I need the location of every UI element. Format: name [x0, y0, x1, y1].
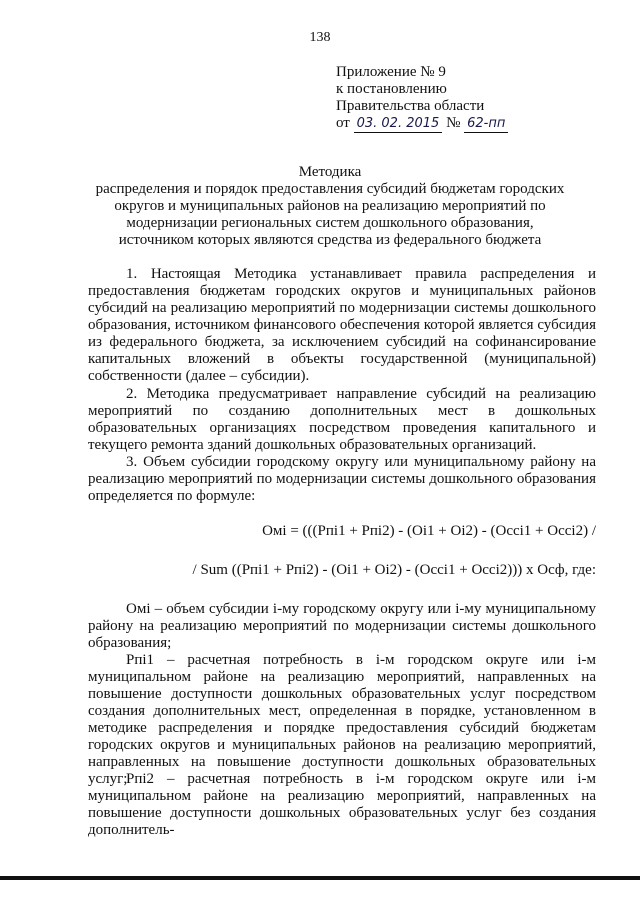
appendix-line-3: Правительства области: [336, 98, 485, 114]
title-line-3: модернизации региональных систем дошкольного образования,: [126, 215, 534, 231]
title-line-2: округов и муниципальных районов на реализацию мероприятий по: [114, 198, 546, 214]
appendix-line-1: Приложение № 9: [336, 64, 446, 80]
document-title: [60, 164, 600, 249]
paragraph-definition-omi: Омi – объем субсидии i-му городскому округу или i-му муниципальному району на реализацию мероприятий по модернизации системы дошкольного образования;: [88, 601, 596, 651]
appendix-date-line: [336, 115, 508, 133]
title-heading: Методика: [298, 164, 362, 180]
paragraph-definition-rpi2: Рпi2 – расчетная потребность в i-м городском округе или i-м муниципальном районе на реализацию мероприятий, направленных на повышение доступности дошкольных образовательных услуг без создания дополнитель-: [88, 771, 596, 838]
appendix-header: [336, 64, 508, 133]
appendix-line-2: к постановлению: [336, 81, 447, 97]
paragraph-1: 1. Настоящая Методика устанавливает правила распределения и предоставления бюджетам городских округов и муниципальных районов субсидий на реализацию мероприятий по модернизации системы дошкольного образования, источником финансового обеспечения которой является субсидия из федерального бюджета, за исключением субсидий на софинансирование капитальных вложений в объекты государственной (муниципальной) собственности (далее – субсидии).: [88, 266, 596, 384]
formula-line-1: Омi = (((Рпi1 + Рпi2) - (Оi1 + Оi2) - (Осci1 + Осci2) /: [262, 523, 596, 539]
date-prefix: от: [336, 115, 350, 131]
paragraph-2: 2. Методика предусматривает направление субсидий на реализацию мероприятий по созданию дополнительных мест в дошкольных образовательных организациях посредством проведения капитального и текущего ремонта зданий дошкольных образовательных организаций.: [88, 386, 596, 453]
title-line-4: источником которых являются средства из федерального бюджета: [118, 232, 542, 248]
number-prefix: №: [446, 115, 461, 131]
date-value: 03. 02. 2015: [354, 115, 443, 133]
formula-line-2: / Sum ((Рпi1 + Рпi2) - (Оi1 + Оi2) - (Осci1 + Осci2))) x Осф, где:: [192, 562, 596, 578]
paragraph-3: 3. Объем субсидии городскому округу или муниципальному району на реализацию мероприятий по модернизации системы дошкольного образования определяется по формуле:: [88, 454, 596, 504]
title-line-1: распределения и порядок предоставления субсидий бюджетам городских: [95, 181, 565, 197]
scan-bottom-edge: [0, 876, 640, 880]
paragraph-definition-rpi1: Рпi1 – расчетная потребность в i-м городском округе или i-м муниципальном районе на реализацию мероприятий, направленных на повышение доступности дошкольных образовательных услуг посредством создания дополнительных мест, определенная в порядке, установленном в методике распределения и порядке предоставления субсидий бюджетам городских округов и муниципальных районов на реализацию мероприятий, направленных на повышение доступности дошкольных образовательных услуг;: [88, 652, 596, 787]
page-number: 138: [309, 30, 331, 45]
number-value: 62-пп: [464, 115, 508, 133]
